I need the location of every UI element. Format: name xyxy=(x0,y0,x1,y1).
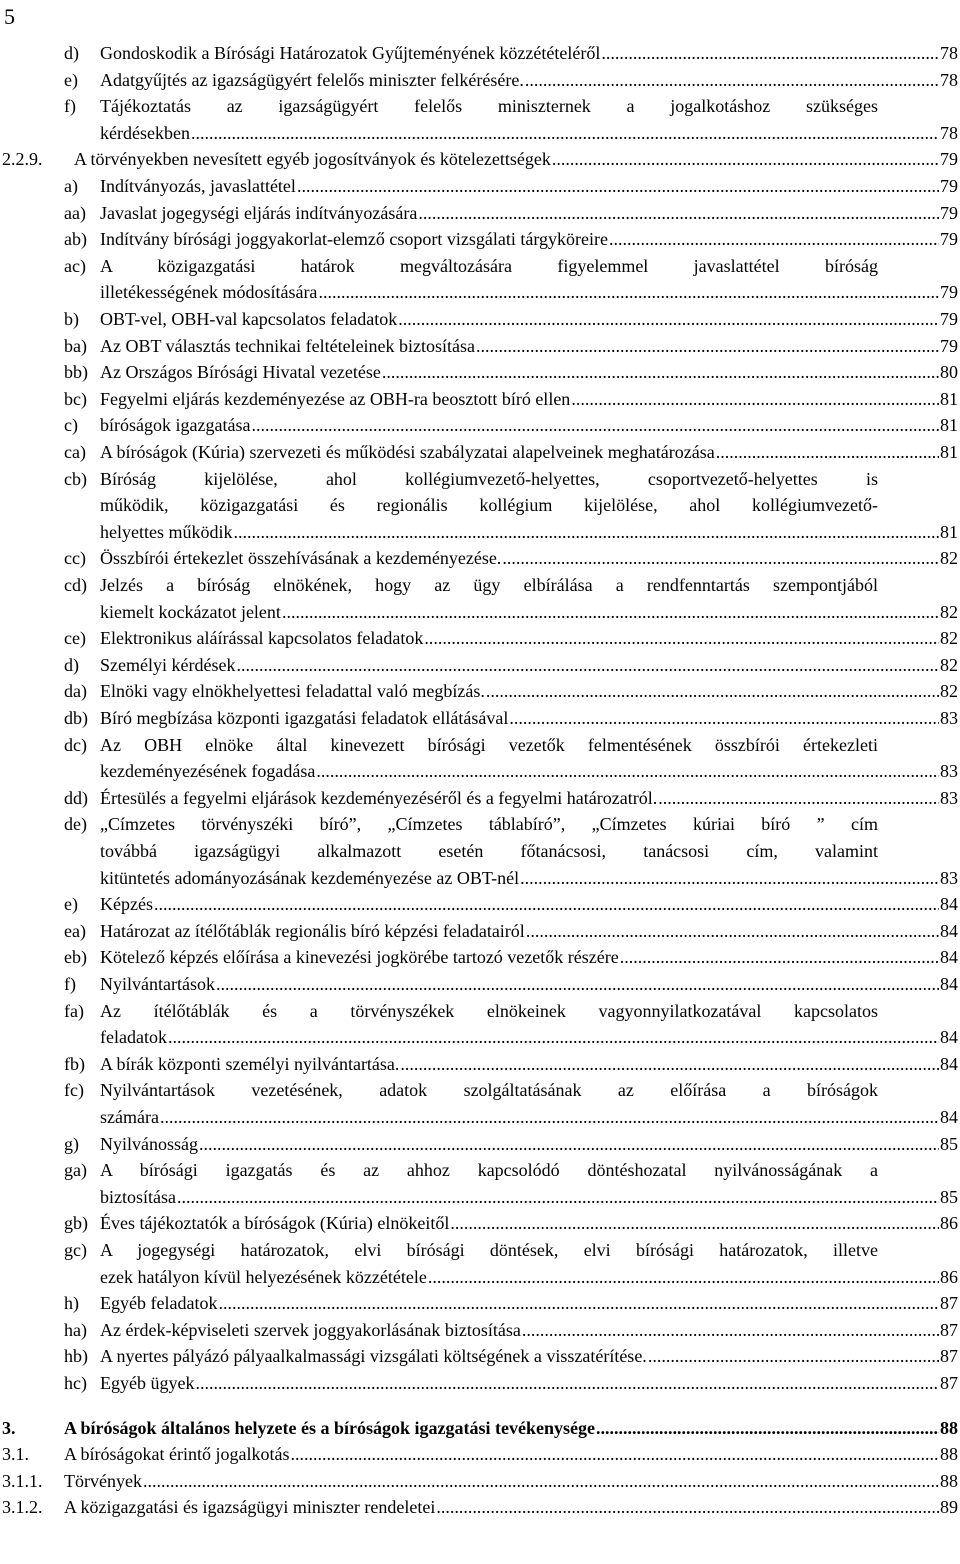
dot-leader xyxy=(596,1415,939,1442)
dot-leader xyxy=(318,279,939,306)
toc-page-number: 82 xyxy=(940,548,958,569)
toc-entry-label: aa) xyxy=(64,202,86,223)
dot-leader xyxy=(601,40,939,67)
toc-entry-title: kérdésekben xyxy=(100,122,190,143)
toc-page-number: 86 xyxy=(940,1213,958,1234)
page-number: 5 xyxy=(4,4,15,29)
toc-entry[interactable] xyxy=(0,705,960,732)
toc-entry-title: helyettes működik xyxy=(100,521,233,542)
toc-entry-label: e) xyxy=(64,894,78,915)
dot-leader xyxy=(502,545,939,572)
toc-entry-label: bc) xyxy=(64,388,87,409)
toc-entry[interactable] xyxy=(0,732,960,785)
toc-entry[interactable] xyxy=(0,1370,960,1397)
toc-entry-label: b) xyxy=(64,309,79,329)
dot-leader xyxy=(520,865,939,892)
toc-entry-label: a) xyxy=(64,176,78,196)
dot-leader xyxy=(297,173,939,200)
toc-page-number: 85 xyxy=(940,1186,958,1207)
toc-entry-label: ab) xyxy=(64,229,87,250)
toc-entry-label: ba) xyxy=(64,335,87,356)
toc-entry-label: fc) xyxy=(64,1080,84,1101)
dot-leader xyxy=(398,306,939,333)
toc-entry-title: A törvényekben nevesített egyéb jogosítványok és kötelezettségek xyxy=(74,149,551,170)
dot-leader xyxy=(509,705,939,732)
toc-entry-title: A bíróságokat érintő jogalkotás xyxy=(64,1444,290,1465)
toc-entry-title: illetékességének módosítására xyxy=(100,282,318,303)
toc-entry-title: Indítványozás, javaslattétel xyxy=(100,176,296,196)
toc-page-number: 79 xyxy=(940,309,958,329)
toc-entry-title: „Címzetes törvényszéki bíró”, „Címzetes táblabíró”, „Címzetes kúriai bíró ” cím xyxy=(100,814,878,835)
toc-entry-label: da) xyxy=(64,681,87,702)
toc-entry[interactable] xyxy=(0,359,960,386)
toc-entry[interactable] xyxy=(0,785,960,812)
toc-page-number: 88 xyxy=(940,1417,958,1438)
toc-entry-label: e) xyxy=(64,69,78,90)
toc-entry[interactable] xyxy=(0,306,960,333)
toc-entry[interactable] xyxy=(0,439,960,466)
toc-entry-title: biztosítása xyxy=(100,1186,176,1207)
toc-entry[interactable] xyxy=(0,1468,960,1495)
toc-entry-label: ha) xyxy=(64,1319,87,1340)
toc-entry-title: Értesülés a fegyelmi eljárások kezdeményezéséről és a fegyelmi határozatról. xyxy=(100,787,658,808)
toc-entry-title: Nyilvánosság xyxy=(100,1133,198,1154)
toc-entry[interactable] xyxy=(0,918,960,945)
dot-leader xyxy=(282,599,939,626)
dot-leader xyxy=(251,412,939,439)
toc-entry[interactable] xyxy=(0,1494,960,1521)
toc-entry-title: Fegyelmi eljárás kezdeményezése az OBH-ra beosztott bíró ellen xyxy=(100,388,571,409)
toc-entry[interactable] xyxy=(0,93,960,146)
toc-entry-label: dc) xyxy=(64,734,87,755)
toc-entry-label: ca) xyxy=(64,442,86,462)
toc-entry-label: eb) xyxy=(64,947,87,968)
toc-entry-title: A bíróságok (Kúria) szervezeti és működési szabályzatai alapelveinek meghatározása xyxy=(100,442,715,462)
dot-leader xyxy=(716,439,939,466)
toc-entry[interactable] xyxy=(0,1290,960,1317)
toc-entry-title: Gondoskodik a Bírósági Határozatok Gyűjteményének közzétételéről xyxy=(100,43,601,63)
dot-leader xyxy=(620,944,939,971)
toc-entry-title: működik, közigazgatási és regionális kollégium kijelölése, ahol kollégiumvezető- xyxy=(100,495,878,516)
dot-leader xyxy=(290,1441,939,1468)
dot-leader xyxy=(525,67,939,94)
toc-entry-title: Az OBH elnöke által kinevezett bírósági vezetők felmentésének összbírói értekezleti xyxy=(100,734,878,755)
toc-page-number: 89 xyxy=(940,1497,958,1518)
toc-page-number: 78 xyxy=(940,69,958,90)
dot-leader xyxy=(552,146,939,173)
dot-leader xyxy=(191,120,939,147)
dot-leader xyxy=(143,1468,939,1495)
toc-entry-label: 3.1.1. xyxy=(2,1470,43,1491)
toc-page-number: 87 xyxy=(940,1373,958,1393)
toc-entry[interactable] xyxy=(0,678,960,705)
toc-page-number: 84 xyxy=(940,947,958,968)
dot-leader xyxy=(168,1024,939,1051)
toc-entry-title: Törvények xyxy=(64,1470,142,1491)
toc-entry-label: cb) xyxy=(64,468,87,489)
toc-page-number: 86 xyxy=(940,1266,958,1287)
toc-entry-title: A bíróságok általános helyzete és a bíróságok igazgatási tevékenysége xyxy=(64,1417,595,1438)
toc-entry[interactable] xyxy=(0,572,960,625)
toc-entry-title: Javaslat jogegységi eljárás indítványozására xyxy=(100,202,418,223)
dot-leader xyxy=(382,359,939,386)
dot-leader xyxy=(160,1104,939,1131)
toc-entry-label: cd) xyxy=(64,575,87,595)
toc-entry-label: c) xyxy=(64,415,78,436)
toc-entry-title: feladatok xyxy=(100,1027,167,1048)
dot-leader xyxy=(177,1184,939,1211)
toc-entry[interactable] xyxy=(0,1237,960,1290)
dot-leader xyxy=(476,333,939,360)
toc-page-number: 83 xyxy=(940,867,958,888)
toc-entry[interactable] xyxy=(0,1415,960,1442)
dot-leader xyxy=(486,678,939,705)
toc-entry-label: ea) xyxy=(64,920,86,941)
toc-entry[interactable] xyxy=(0,1441,960,1468)
dot-leader xyxy=(154,891,939,918)
toc-page-number: 81 xyxy=(940,388,958,409)
toc-page-number: 84 xyxy=(940,1027,958,1048)
toc-entry-title: kitüntetés adományozásának kezdeményezése az OBT-nél xyxy=(100,867,520,888)
toc-page-number: 88 xyxy=(940,1444,958,1465)
toc-entry-title: Bíró megbízása központi igazgatási feladatok ellátásával xyxy=(100,708,509,728)
dot-leader xyxy=(316,758,939,785)
toc-entry-title: kiemelt kockázatot jelent xyxy=(100,601,281,622)
dot-leader xyxy=(216,971,939,998)
toc-entry-title: A bírák központi személyi nyilvántartása. xyxy=(100,1053,400,1074)
toc-entry[interactable] xyxy=(0,412,960,439)
toc-entry-title: Elektronikus aláírással kapcsolatos feladatok xyxy=(100,628,424,649)
toc-entry-title: A jogegységi határozatok, elvi bírósági döntések, elvi bírósági határozatok, illetve xyxy=(100,1240,878,1260)
toc-entry-title: Indítvány bírósági joggyakorlat-elemző csoport vizsgálati tárgyköreire xyxy=(100,229,609,250)
toc-entry[interactable] xyxy=(0,1157,960,1210)
toc-entry-title: Elnöki vagy elnökhelyettesi feladattal való megbízás. xyxy=(100,681,485,702)
toc-entry-label: de) xyxy=(64,814,87,835)
toc-page-number: 82 xyxy=(940,628,958,649)
toc-entry-title: Képzés xyxy=(100,894,153,915)
toc-entry[interactable] xyxy=(0,1077,960,1130)
toc-entry-label: fa) xyxy=(64,1000,84,1021)
toc-entry[interactable] xyxy=(0,545,960,572)
toc-entry-title: Egyéb feladatok xyxy=(100,1293,218,1314)
toc-entry-title: továbbá igazságügyi alkalmazott esetén főtanácsosi, tanácsosi cím, valamint xyxy=(100,840,878,861)
toc-entry-title: A nyertes pályázó pályaalkalmassági vizsgálati költségének a visszatérítése. xyxy=(100,1346,647,1367)
toc-entry[interactable] xyxy=(0,40,960,67)
toc-page-number: 79 xyxy=(940,149,958,170)
toc-entry[interactable] xyxy=(0,333,960,360)
toc-entry-title: Határozat az ítélőtáblák regionális bíró képzési feladatairól xyxy=(100,920,525,941)
toc-entry[interactable] xyxy=(0,1317,960,1344)
toc-entry-label: bb) xyxy=(64,362,88,383)
toc-entry-label: db) xyxy=(64,708,88,728)
toc-page-number: 84 xyxy=(940,974,958,994)
dot-leader xyxy=(436,1494,939,1521)
toc-entry-title: Kötelező képzés előírása a kinevezési jogkörébe tartozó vezetők részére xyxy=(100,947,619,968)
toc-page-number: 82 xyxy=(940,654,958,675)
toc-entry-label: d) xyxy=(64,43,79,63)
toc-entry-title: Jelzés a bíróság elnökének, hogy az ügy elbírálása a rendfenntartás szempontjából xyxy=(100,575,878,595)
toc-entry-title: OBT-vel, OBH-val kapcsolatos feladatok xyxy=(100,309,398,329)
toc-page-number: 82 xyxy=(940,601,958,622)
toc-entry-label: 2.2.9. xyxy=(2,149,43,170)
toc-entry-label: f) xyxy=(64,96,76,117)
toc-page-number: 78 xyxy=(940,43,958,63)
toc-entry-title: ezek hatályon kívül helyezésének közzététele xyxy=(100,1266,427,1287)
toc-entry[interactable] xyxy=(0,1210,960,1237)
toc-entry[interactable] xyxy=(0,173,960,200)
toc-entry-label: 3. xyxy=(2,1417,16,1438)
dot-leader xyxy=(450,1210,939,1237)
dot-leader xyxy=(522,1317,939,1344)
toc-entry[interactable] xyxy=(0,386,960,413)
toc-entry[interactable] xyxy=(0,1051,960,1078)
toc-entry-label: gb) xyxy=(64,1213,88,1234)
toc-entry-title: Bíróság kijelölése, ahol kollégiumvezető-helyettes, csoportvezető-helyettes is xyxy=(100,468,878,489)
dot-leader xyxy=(236,652,939,679)
toc-entry-title: A közigazgatási határok megváltozására figyelemmel javaslattétel bíróság xyxy=(100,255,878,276)
toc-entry[interactable] xyxy=(0,625,960,652)
toc-entry-title: Személyi kérdések xyxy=(100,654,236,675)
toc-entry[interactable] xyxy=(0,146,960,173)
toc-page-number: 81 xyxy=(940,442,958,462)
toc-entry-label: 3.1.2. xyxy=(2,1497,43,1518)
toc-entry[interactable] xyxy=(0,466,960,546)
toc-entry[interactable] xyxy=(0,1343,960,1370)
toc-entry-title: Az ítélőtáblák és a törvényszékek elnökeinek vagyonnyilatkozatával kapcsolatos xyxy=(100,1000,878,1021)
toc-entry-label: f) xyxy=(64,974,76,994)
toc-page-number: 79 xyxy=(940,176,958,196)
dot-leader xyxy=(648,1343,939,1370)
toc-entry-title: kezdeményezésének fogadása xyxy=(100,761,316,782)
toc-entry-label: hc) xyxy=(64,1373,87,1393)
toc-entry-title: Nyilvántartások xyxy=(100,974,215,994)
toc-entry[interactable] xyxy=(0,226,960,253)
toc-entry-label: 3.1. xyxy=(2,1444,29,1465)
toc-page-number: 79 xyxy=(940,282,958,303)
toc-entry-label: gc) xyxy=(64,1240,87,1260)
toc-entry-label: ac) xyxy=(64,255,86,276)
toc-entry-title: Éves tájékoztatók a bíróságok (Kúria) elnökeitől xyxy=(100,1213,450,1234)
toc-page-number: 84 xyxy=(940,920,958,941)
dot-leader xyxy=(609,226,939,253)
toc-entry-label: d) xyxy=(64,654,79,675)
toc-entry[interactable] xyxy=(0,971,960,998)
toc-entry-title: Tájékoztatás az igazságügyért felelős miniszternek a jogalkotáshoz szükséges xyxy=(100,96,878,117)
toc-entry[interactable] xyxy=(0,1131,960,1158)
dot-leader xyxy=(218,1290,939,1317)
toc-page-number: 79 xyxy=(940,335,958,356)
toc-page-number: 84 xyxy=(940,1106,958,1127)
toc-entry-title: Adatgyűjtés az igazságügyért felelős miniszter felkérésére. xyxy=(100,69,524,90)
toc-entry[interactable] xyxy=(0,998,960,1051)
toc-page-number: 79 xyxy=(940,202,958,223)
toc-page-number: 81 xyxy=(940,415,958,436)
toc-page-number: 87 xyxy=(940,1293,958,1314)
dot-leader xyxy=(526,918,939,945)
dot-leader xyxy=(418,200,939,227)
toc-entry[interactable] xyxy=(0,67,960,94)
toc-entry-title: Összbírói értekezlet összehívásának a kezdeményezése. xyxy=(100,548,502,569)
toc-entry-title: bíróságok igazgatása xyxy=(100,415,251,436)
toc-entry-label: hb) xyxy=(64,1346,88,1367)
toc-entry-title: A bírósági igazgatás és az ahhoz kapcsolódó döntéshozatal nyilvánosságának a xyxy=(100,1160,878,1181)
toc-entry-title: Egyéb ügyek xyxy=(100,1373,195,1393)
toc-page-number: 79 xyxy=(940,229,958,250)
toc-page-number: 85 xyxy=(940,1133,958,1154)
dot-leader xyxy=(571,386,939,413)
toc-entry[interactable] xyxy=(0,811,960,891)
toc-entry-label: h) xyxy=(64,1293,79,1314)
dot-leader xyxy=(195,1370,939,1397)
toc-entry-label: dd) xyxy=(64,787,88,808)
toc-entry[interactable] xyxy=(0,253,960,306)
toc-entry-title: Az Országos Bírósági Hivatal vezetése xyxy=(100,362,381,383)
toc-page-number: 81 xyxy=(940,521,958,542)
toc-entry-title: A közigazgatási és igazságügyi miniszter rendeletei xyxy=(64,1497,436,1518)
toc-entry-label: ce) xyxy=(64,628,86,649)
dot-leader xyxy=(424,625,939,652)
toc-page-number: 84 xyxy=(940,894,958,915)
toc-entry-title: Nyilvántartások vezetésének, adatok szolgáltatásának az előírása a bíróságok xyxy=(100,1080,878,1101)
dot-leader xyxy=(199,1131,939,1158)
toc-page-number: 80 xyxy=(940,362,958,383)
toc-entry-label: cc) xyxy=(64,548,86,569)
toc-entry[interactable] xyxy=(0,944,960,971)
toc-page-number: 83 xyxy=(940,761,958,782)
dot-leader xyxy=(428,1264,939,1291)
toc-page-number: 87 xyxy=(940,1319,958,1340)
toc-entry-label: fb) xyxy=(64,1053,85,1074)
toc-entry-label: ga) xyxy=(64,1160,87,1181)
toc-entry[interactable] xyxy=(0,652,960,679)
toc-entry[interactable] xyxy=(0,200,960,227)
toc-page-number: 84 xyxy=(940,1053,958,1074)
toc-page-number: 82 xyxy=(940,681,958,702)
toc-page-number: 88 xyxy=(940,1470,958,1491)
toc-entry[interactable] xyxy=(0,891,960,918)
toc-entry-label: g) xyxy=(64,1133,79,1154)
toc-page-number: 78 xyxy=(940,122,958,143)
toc-page-number: 83 xyxy=(940,708,958,728)
dot-leader xyxy=(658,785,939,812)
dot-leader xyxy=(233,519,939,546)
toc-page-number: 83 xyxy=(940,787,958,808)
toc-entry-title: Az érdek-képviseleti szervek joggyakorlásának biztosítása xyxy=(100,1319,521,1340)
toc-page-number: 87 xyxy=(940,1346,958,1367)
dot-leader xyxy=(400,1051,939,1078)
toc-entry-title: számára xyxy=(100,1106,159,1127)
toc-entry-title: Az OBT választás technikai feltételeinek biztosítása xyxy=(100,335,476,356)
